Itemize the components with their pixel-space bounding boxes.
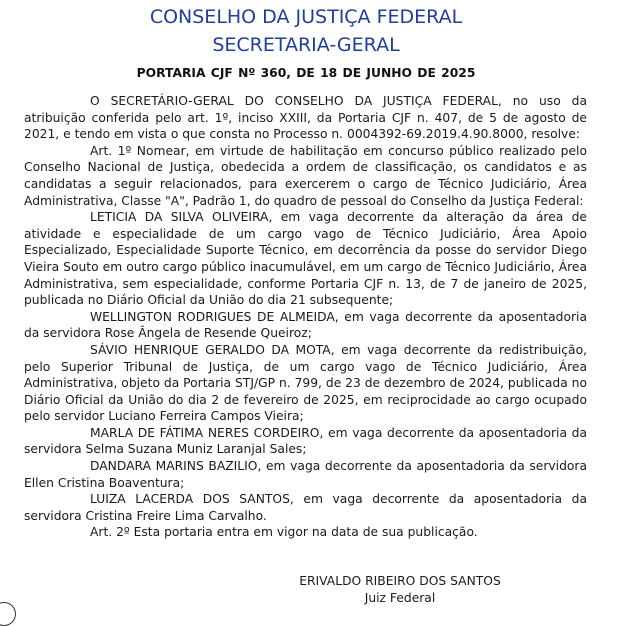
corner-circle-mark [0,602,16,626]
appointee-paragraph: DANDARA MARINS BAZILIO, em vaga decorrente da aposentadoria da servidora Ellen Cristina Boaventura; [24,459,587,490]
appointee-paragraph: SÁVIO HENRIQUE GERALDO DA MOTA, em vaga decorrente da redistribuição, pelo Superior Tribunal de Justiça, de um cargo vago de Técnico Judiciário, Área Administrativa, objeto da Portaria STJ/GP n. 799, de 23 de dezembro de 2024, publicada no Diário Oficial da União do dia 2 de fevereiro de 2025, em reciprocidade ao cargo ocupado pelo servidor Luciano Ferreira Campos Vieira; [24,342,587,424]
article-2-paragraph: Art. 2º Esta portaria entra em vigor na data de sua publicação. [90,525,478,540]
signature-name: ERIVALDO RIBEIRO DOS SANTOS [299,574,501,588]
document-body [24,93,587,541]
appointee-paragraph: LETICIA DA SILVA OLIVEIRA, em vaga decorrente da alteração da área de atividade e especialidade de um cargo vago de Técnico Judiciário, Área Apoio Especializado, Especialidade Suporte Técnico, em decorrência da posse do servidor Diego Vieira Souto em outro cargo público inacumulável, em um cargo de Técnico Judiciário, Área Administrativa, sem especialidade, conforme Portaria CJF n. 13, de 7 de janeiro de 2025, publicada no Diário Oficial da União do dia 21 subsequente; [24,210,587,308]
document-title: PORTARIA CJF Nº 360, DE 18 DE JUNHO DE 2025 [136,66,476,80]
header-council-name: CONSELHO DA JUSTIÇA FEDERAL [149,6,463,28]
appointee-paragraph: MARLA DE FÁTIMA NERES CORDEIRO, em vaga decorrente da aposentadoria da servidora Selma Suzana Muniz Laranjal Sales; [24,425,587,457]
header-secretariat: SECRETARIA-GERAL [212,34,400,56]
preamble-paragraph: O SECRETÁRIO-GERAL DO CONSELHO DA JUSTIÇA FEDERAL, no uso da atribuição conferida pelo art. 1º, inciso XXIII, da Portaria CJF n. 407, de 5 de agosto de 2021, e tendo em vista o que consta no Processo n. 0004392-69.2019.4.90.8000, resolve: [24,94,587,142]
appointee-paragraph: LUIZA LACERDA DOS SANTOS, em vaga decorrente da aposentadoria da servidora Cristina Freire Lima Carvalho. [24,492,587,523]
appointee-paragraph: WELLINGTON RODRIGUES DE ALMEIDA, em vaga decorrente da aposentadoria da servidora Rose Ângela de Resende Queiroz; [24,309,587,341]
signature-role: Juiz Federal [364,591,436,605]
article-1-paragraph: Art. 1º Nomear, em virtude de habilitação em concurso público realizado pelo Conselho Nacional de Justiça, obedecida a ordem de classificação, os candidatos e as candidatas a seguir relacionados, para exercerem o cargo de Técnico Judiciário, Área Administrativa, Classe "A", Padrão 1, do quadro de pessoal do Conselho da Justiça Federal: [24,143,587,208]
